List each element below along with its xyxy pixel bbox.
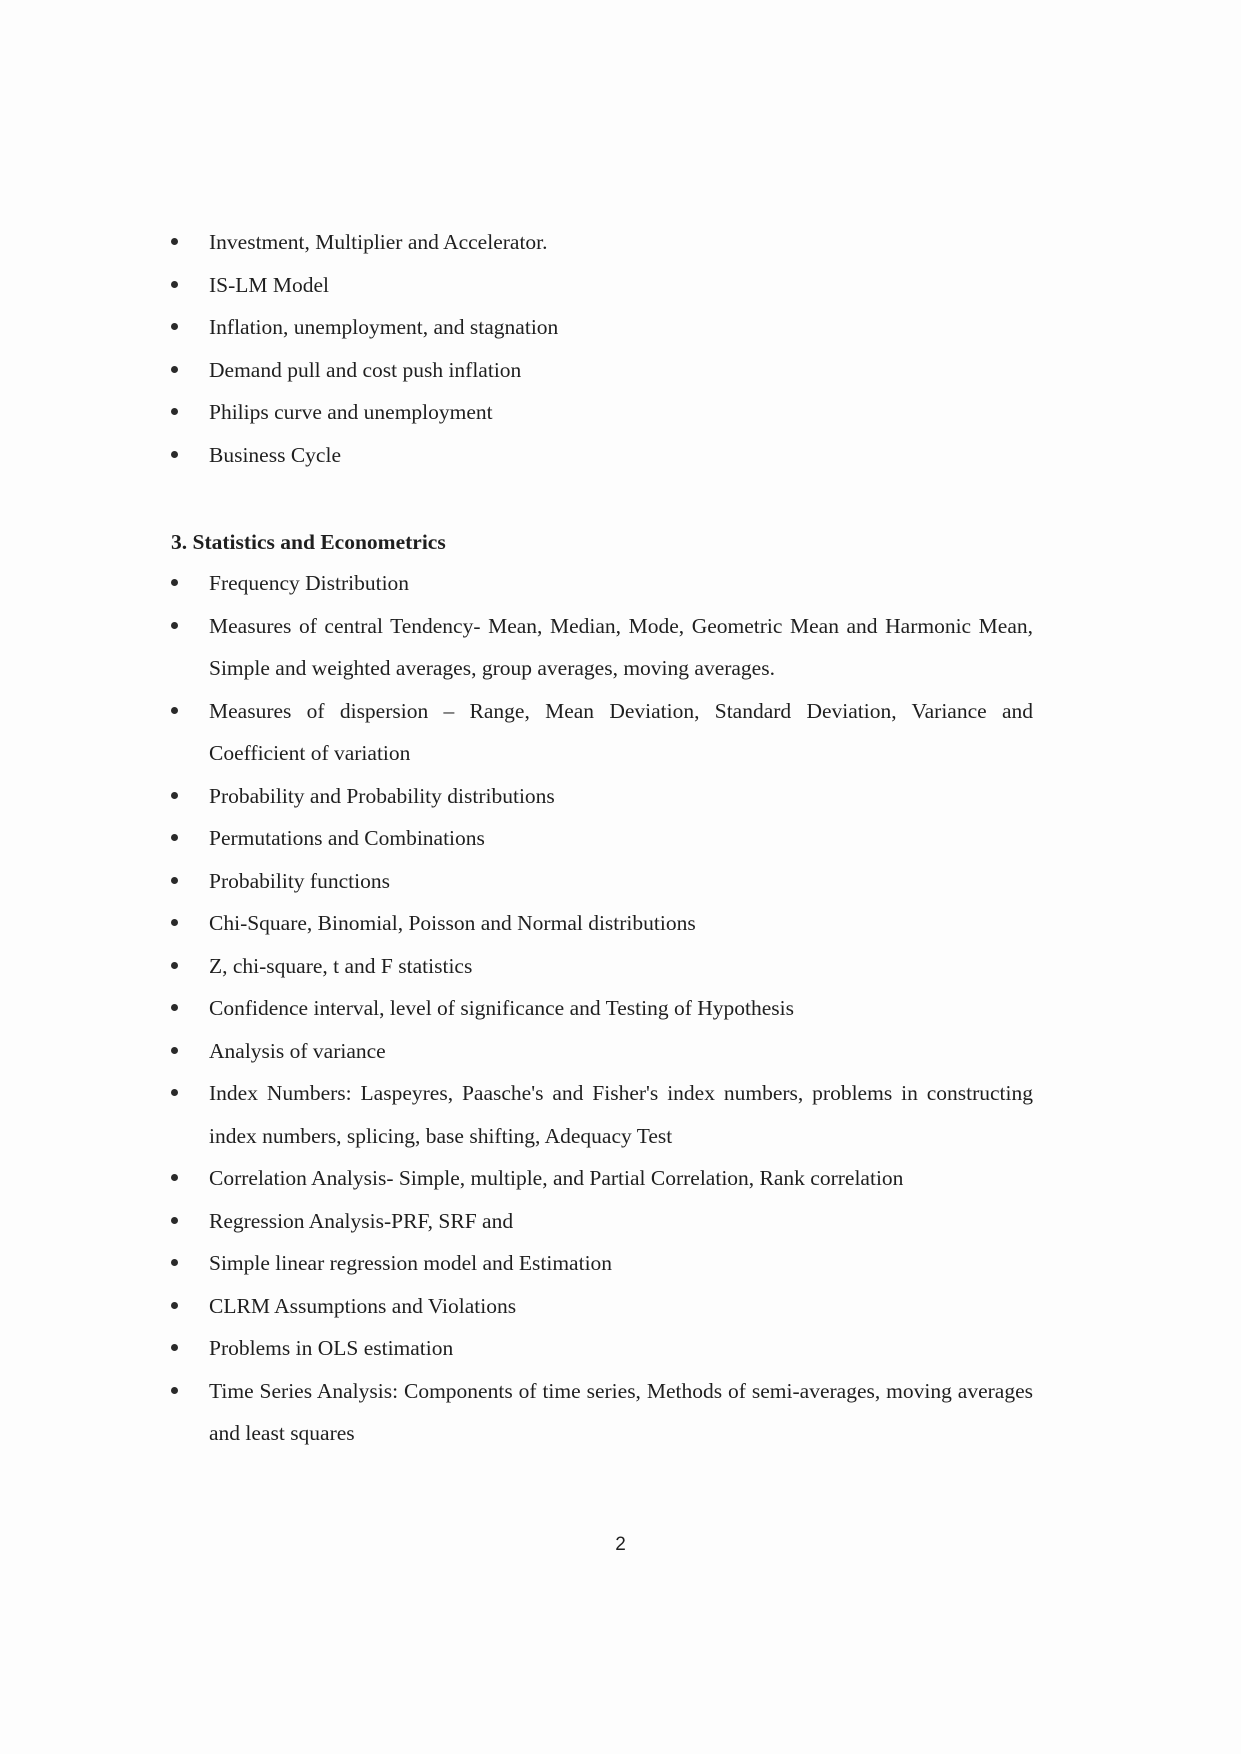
macro-topics-list (171, 221, 1033, 476)
bullet-icon (171, 1302, 178, 1309)
bullet-icon (171, 919, 178, 926)
statistics-topics-list (171, 562, 1033, 1455)
page-number: 2 (615, 1534, 626, 1555)
bullet-icon (171, 834, 178, 841)
list-item (171, 1242, 1033, 1285)
bullet-icon (171, 281, 178, 288)
bullet-icon (171, 1259, 178, 1266)
list-item (171, 562, 1033, 605)
list-item-text: Probability functions (209, 868, 390, 893)
list-item-text: Demand pull and cost push inflation (209, 357, 522, 382)
bullet-icon (171, 1004, 178, 1011)
section-heading: 3. Statistics and Econometrics (171, 530, 446, 554)
list-item (171, 391, 1033, 434)
bullet-icon (171, 1387, 178, 1394)
list-item-text: Investment, Multiplier and Accelerator. (209, 230, 548, 254)
list-item (171, 1072, 1033, 1157)
list-item (171, 349, 1033, 392)
list-item-text: Problems in OLS estimation (209, 1336, 454, 1360)
bullet-icon (171, 877, 178, 884)
bullet-icon (171, 451, 178, 458)
bullet-icon (171, 707, 178, 714)
list-item-text: Philips curve and unemployment (209, 400, 493, 424)
list-item (171, 902, 1033, 945)
bullet-icon (171, 1089, 178, 1096)
list-item (171, 221, 1033, 264)
list-item-text: Correlation Analysis- Simple, multiple, and Partial Correlation, Rank correlation (209, 1166, 904, 1190)
list-item-text: Measures of central Tendency- Mean, Median, Mode, Geometric Mean and Harmonic Mean, Simple and weighted averages, group averages, moving averages. (209, 613, 1033, 680)
list-item (171, 1285, 1033, 1328)
list-item (171, 860, 1033, 903)
list-item-text: Business Cycle (209, 442, 341, 467)
list-item-text: Simple linear regression model and Estimation (209, 1251, 613, 1275)
bullet-icon (171, 408, 178, 415)
bullet-icon (171, 622, 178, 629)
bullet-icon (171, 579, 178, 586)
bullet-icon (171, 1344, 178, 1351)
bullet-icon (171, 1174, 178, 1181)
bullet-icon (171, 323, 178, 330)
list-item-text: Chi-Square, Binomial, Poisson and Normal distributions (209, 911, 696, 935)
bullet-icon (171, 1047, 178, 1054)
list-item-text: Inflation, unemployment, and stagnation (209, 315, 559, 339)
list-item (171, 690, 1033, 775)
list-item (171, 1327, 1033, 1370)
bullet-icon (171, 1217, 178, 1224)
list-item (171, 1370, 1033, 1455)
list-item-text: IS-LM Model (209, 272, 330, 297)
list-item-text: Permutations and Combinations (209, 826, 485, 850)
list-item (171, 817, 1033, 860)
list-item (171, 987, 1033, 1030)
list-item-text: Regression Analysis-PRF, SRF and (209, 1208, 514, 1233)
list-item-text: Z, chi-square, t and F statistics (209, 953, 473, 978)
list-item-text: Probability and Probability distributions (209, 783, 555, 808)
list-item (171, 775, 1033, 818)
list-item (171, 264, 1033, 307)
bullet-icon (171, 792, 178, 799)
list-item (171, 1030, 1033, 1073)
list-item (171, 1200, 1033, 1243)
list-item-text: Confidence interval, level of significance and Testing of Hypothesis (209, 996, 795, 1020)
list-item-text: Measures of dispersion – Range, Mean Deviation, Standard Deviation, Variance and Coefficient of variation (209, 698, 1033, 765)
list-item-text: Index Numbers: Laspeyres, Paasche's and Fisher's index numbers, problems in constructing index numbers, splicing, base shifting, Adequacy Test (209, 1081, 1033, 1148)
list-item-text: CLRM Assumptions and Violations (209, 1293, 517, 1318)
list-item (171, 1157, 1033, 1200)
list-item-text: Analysis of variance (209, 1038, 386, 1063)
list-item (171, 605, 1033, 690)
list-item-text: Time Series Analysis: Components of time series, Methods of semi-averages, moving averages and least squares (209, 1378, 1033, 1445)
list-item (171, 945, 1033, 988)
bullet-icon (171, 962, 178, 969)
bullet-icon (171, 366, 178, 373)
bullet-icon (171, 238, 178, 245)
list-item (171, 434, 1033, 477)
list-item-text: Frequency Distribution (209, 571, 410, 595)
list-item (171, 306, 1033, 349)
